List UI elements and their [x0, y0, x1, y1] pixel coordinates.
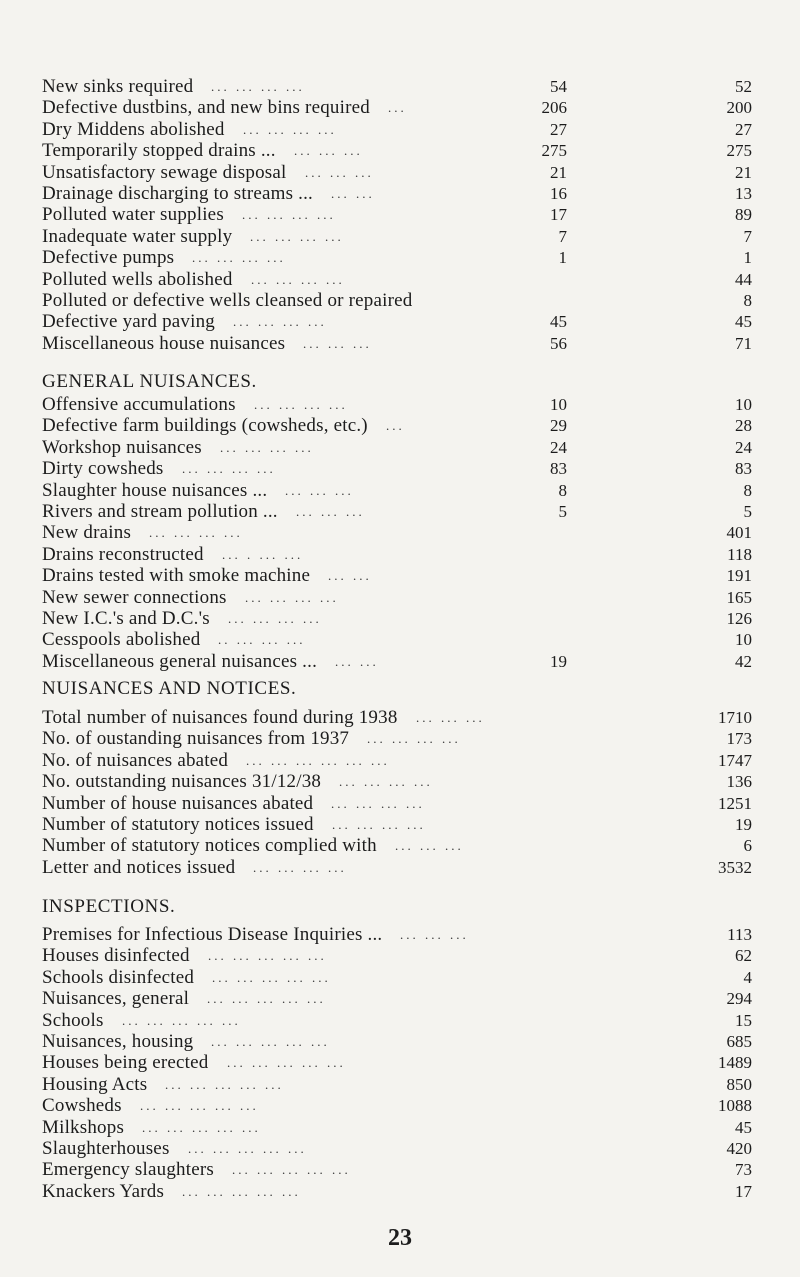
leader-dots: ... ... ... ... ...	[208, 948, 327, 964]
table-row	[42, 1117, 752, 1138]
table-row	[42, 76, 752, 97]
row-label: Unsatisfactory sewage disposal	[42, 161, 287, 183]
leader-dots: ... ...	[335, 653, 379, 669]
table-row	[42, 728, 752, 749]
table-row	[42, 311, 752, 332]
value-column-2: 24	[735, 437, 752, 457]
row-label: New drains	[42, 522, 132, 544]
value-column-2: 126	[726, 608, 752, 628]
nuisances-notices-section	[42, 678, 752, 878]
table-row	[42, 290, 752, 311]
value: 19	[735, 814, 752, 834]
leader-dots: ... ... ... ...	[243, 121, 337, 137]
row-label: Nuisances, general	[42, 988, 190, 1010]
table-row	[42, 458, 752, 479]
value-column-1: 27	[550, 119, 567, 139]
table-row	[42, 1159, 752, 1180]
row-label: Cowsheds	[42, 1095, 122, 1117]
value: 113	[727, 925, 752, 944]
table-row	[42, 437, 752, 458]
leader-dots: ... ... ...	[303, 335, 372, 351]
table-row	[42, 415, 752, 436]
row-label: Dirty cowsheds	[42, 458, 164, 480]
value-column-1: 56	[550, 333, 567, 353]
value-column-2: 191	[726, 566, 752, 586]
leader-dots: ... ... ... ...	[192, 250, 286, 266]
leader-dots: ... ... ... ...	[367, 731, 461, 747]
table-row	[42, 269, 752, 290]
row-label: Miscellaneous general nuisances ...	[42, 650, 318, 672]
leader-dots: ... ... ... ...	[331, 795, 425, 811]
value-column-1: 16	[550, 183, 567, 203]
value: 1747	[718, 750, 752, 770]
leader-dots: ... ... ... ...	[182, 461, 276, 477]
nuisances-notices-heading: NUISANCES AND NOTICES.	[42, 678, 297, 699]
value-column-2: 27	[735, 119, 752, 139]
leader-dots: ... ...	[328, 568, 372, 584]
table-row	[42, 162, 752, 183]
value-column-2: 42	[735, 651, 752, 671]
leader-dots: ... . ... ...	[222, 546, 304, 562]
general-nuisances-heading: GENERAL NUISANCES.	[42, 371, 257, 392]
leader-dots: ... ... ... ...	[251, 271, 345, 287]
table-row	[42, 480, 752, 501]
row-label: Defective farm buildings (cowsheds, etc.)	[42, 415, 368, 437]
leader-dots: ... ... ... ...	[245, 589, 339, 605]
table-row	[42, 204, 752, 225]
value-column-2: 165	[726, 587, 752, 607]
row-label: Nuisances, housing	[42, 1030, 194, 1052]
leader-dots: ... ... ... ... ...	[165, 1076, 284, 1092]
row-label: Defective dustbins, and new bins required	[42, 97, 370, 119]
row-label: Cesspools abolished	[42, 629, 201, 651]
row-label: Slaughter house nuisances ...	[42, 479, 268, 501]
general-nuisances-section	[42, 371, 752, 672]
row-label: No. of nuisances abated	[42, 749, 229, 771]
row-label: New sinks required	[42, 76, 194, 97]
table-row	[42, 226, 752, 247]
table-row	[42, 1010, 752, 1031]
row-label: Number of statutory notices complied with	[42, 835, 377, 857]
table-row	[42, 565, 752, 586]
table-row	[42, 750, 752, 771]
row-label: Temporarily stopped drains ...	[42, 140, 276, 162]
leader-dots: ... ... ...	[294, 143, 363, 159]
leader-dots: ... ... ... ...	[220, 439, 314, 455]
table-row	[42, 119, 752, 140]
row-label: New sewer connections	[42, 586, 227, 608]
value-column-2: 275	[726, 141, 752, 161]
value-column-2: 10	[735, 395, 752, 414]
table-row	[42, 1138, 752, 1159]
row-label: Polluted wells abolished	[42, 268, 233, 290]
value-column-1: 7	[558, 226, 567, 246]
leader-dots: ... ... ... ...	[211, 79, 305, 94]
value: 4	[743, 967, 752, 987]
row-label: Inadequate water supply	[42, 225, 233, 247]
table-row	[42, 140, 752, 161]
row-label: Drains tested with smoke machine	[42, 565, 311, 587]
row-label: Houses being erected	[42, 1052, 209, 1074]
table-row	[42, 1181, 752, 1202]
leader-dots: ... ... ... ... ...	[211, 1033, 330, 1049]
leader-dots: ... ... ... ... ...	[212, 969, 331, 985]
value-column-2: 1	[743, 248, 752, 268]
leader-dots: ... ... ... ... ...	[188, 1140, 307, 1156]
value-column-2: 7	[743, 226, 752, 246]
leader-dots: ... ... ... ... ... ...	[246, 752, 390, 768]
table-row	[42, 1074, 752, 1095]
value-column-1: 54	[550, 77, 567, 96]
table-row	[42, 333, 752, 354]
value: 45	[735, 1117, 752, 1137]
value: 17	[735, 1181, 752, 1201]
row-label: Housing Acts	[42, 1073, 148, 1095]
value: 173	[726, 729, 752, 749]
table-row	[42, 1095, 752, 1116]
row-label: Polluted or defective wells cleansed or repaired	[42, 289, 413, 311]
table-row	[42, 945, 752, 966]
row-label: Polluted water supplies	[42, 204, 224, 226]
value-column-1: 45	[550, 312, 567, 332]
value-column-1: 29	[550, 416, 567, 436]
value-column-1: 83	[550, 459, 567, 479]
leader-dots: ... ... ... ...	[250, 228, 344, 244]
value: 1489	[718, 1053, 752, 1073]
value-column-1: 21	[550, 162, 567, 182]
row-label: Milkshops	[42, 1116, 125, 1138]
leader-dots: ... ... ... ... ...	[140, 1098, 259, 1114]
page-number: 23	[388, 1225, 412, 1251]
leader-dots: ... ... ... ...	[339, 774, 433, 790]
value-column-2: 8	[743, 290, 752, 310]
leader-dots: ...	[388, 100, 407, 116]
leader-dots: ... ... ... ...	[242, 207, 336, 223]
value: 136	[726, 772, 752, 792]
table-row	[42, 1031, 752, 1052]
value-column-1: 8	[558, 480, 567, 500]
table-row	[42, 1052, 752, 1073]
value-column-2: 83	[735, 459, 752, 479]
value-column-1: 10	[550, 395, 567, 414]
value-column-1: 1	[558, 248, 567, 268]
table-row	[42, 857, 752, 878]
leader-dots: ... ... ... ... ...	[182, 1183, 301, 1199]
leader-dots: ... ... ... ... ...	[227, 1055, 346, 1071]
nuisances-notices-table	[42, 707, 752, 878]
row-label: New I.C.'s and D.C.'s	[42, 607, 210, 629]
row-label: No. of oustanding nuisances from 1937	[42, 728, 350, 750]
table-row	[42, 97, 752, 118]
value-column-2: 8	[743, 480, 752, 500]
value-column-1: 24	[550, 437, 567, 457]
table-row	[42, 988, 752, 1009]
value: 15	[735, 1010, 752, 1030]
row-label: Number of statutory notices issued	[42, 813, 314, 835]
value: 294	[726, 989, 752, 1009]
value: 73	[735, 1160, 752, 1180]
table-row	[42, 651, 752, 672]
table-row	[42, 522, 752, 543]
table-row	[42, 793, 752, 814]
table-row	[42, 544, 752, 565]
row-label: Total number of nuisances found during 1938	[42, 707, 398, 728]
value-column-2: 118	[727, 544, 752, 564]
row-label: Schools	[42, 1009, 104, 1031]
table-row	[42, 587, 752, 608]
leader-dots: ... ... ... ...	[332, 816, 426, 832]
value: 850	[726, 1074, 752, 1094]
table-row	[42, 967, 752, 988]
row-label: Letter and notices issued	[42, 856, 236, 878]
value-column-2: 10	[735, 630, 752, 650]
house-nuisances-table	[42, 76, 752, 354]
value-column-1: 275	[541, 141, 567, 161]
value: 6	[743, 836, 752, 856]
row-label: Rivers and stream pollution ...	[42, 500, 278, 522]
value-column-1: 17	[550, 205, 567, 225]
table-row	[42, 707, 752, 728]
row-label: Dry Middens abolished	[42, 118, 225, 140]
value-column-1: 19	[550, 651, 567, 671]
table-row	[42, 629, 752, 650]
row-label: Number of house nuisances abated	[42, 792, 314, 814]
leader-dots: ... ... ...	[305, 164, 374, 180]
table-row	[42, 814, 752, 835]
table-row	[42, 835, 752, 856]
row-label: Defective yard paving	[42, 311, 216, 333]
value: 685	[726, 1031, 752, 1051]
leader-dots: .. ... ... ...	[218, 632, 306, 648]
value-column-2: 13	[735, 183, 752, 203]
leader-dots: ... ... ... ...	[228, 610, 322, 626]
row-label: Miscellaneous house nuisances	[42, 332, 286, 354]
value-column-2: 45	[735, 312, 752, 332]
value: 1088	[718, 1096, 752, 1116]
value: 3532	[718, 857, 752, 877]
value-column-2: 5	[743, 501, 752, 521]
leader-dots: ... ... ... ...	[233, 314, 327, 330]
inspections-section	[42, 896, 752, 1202]
general-nuisances-table	[42, 394, 752, 672]
inspections-heading: INSPECTIONS.	[42, 896, 176, 917]
row-label: Premises for Infectious Disease Inquiries ...	[42, 924, 383, 945]
value-column-2: 71	[735, 333, 752, 353]
value-column-1: 5	[558, 501, 567, 521]
leader-dots: ... ... ... ...	[254, 397, 348, 412]
leader-dots: ... ... ... ... ...	[207, 991, 326, 1007]
table-row	[42, 247, 752, 268]
value: 1251	[718, 793, 752, 813]
leader-dots: ...	[386, 418, 405, 434]
leader-dots: ... ... ... ... ...	[142, 1119, 261, 1135]
value-column-2: 28	[735, 416, 752, 436]
table-row	[42, 771, 752, 792]
value-column-1: 206	[541, 98, 567, 118]
leader-dots: ... ...	[331, 185, 375, 201]
leader-dots: ... ... ... ...	[253, 859, 347, 875]
value-column-2: 21	[735, 162, 752, 182]
value: 420	[726, 1138, 752, 1158]
leader-dots: ... ... ...	[416, 710, 485, 725]
leader-dots: ... ... ... ...	[149, 525, 243, 541]
leader-dots: ... ... ...	[285, 482, 354, 498]
value-column-2: 401	[726, 523, 752, 543]
row-label: Defective pumps	[42, 247, 175, 269]
row-label: Houses disinfected	[42, 945, 190, 967]
row-label: Slaughterhouses	[42, 1137, 170, 1159]
row-label: Drainage discharging to streams ...	[42, 182, 313, 204]
value: 62	[735, 946, 752, 966]
table-row	[42, 924, 752, 945]
value-column-2: 52	[735, 77, 752, 96]
leader-dots: ... ... ...	[400, 927, 469, 942]
leader-dots: ... ... ... ... ...	[122, 1012, 241, 1028]
row-label: Drains reconstructed	[42, 543, 204, 565]
row-label: Offensive accumulations	[42, 394, 236, 415]
table-row	[42, 501, 752, 522]
value-column-2: 200	[726, 98, 752, 118]
table-row	[42, 394, 752, 415]
value: 1710	[718, 708, 752, 727]
value-column-2: 89	[735, 205, 752, 225]
inspections-table	[42, 924, 752, 1202]
row-label: Emergency slaughters	[42, 1159, 214, 1181]
leader-dots: ... ... ...	[296, 503, 365, 519]
row-label: Knackers Yards	[42, 1180, 165, 1202]
row-label: No. outstanding nuisances 31/12/38	[42, 771, 322, 793]
table-row	[42, 183, 752, 204]
leader-dots: ... ... ...	[395, 838, 464, 854]
row-label: Schools disinfected	[42, 966, 195, 988]
value-column-2: 44	[735, 269, 752, 289]
leader-dots: ... ... ... ... ...	[232, 1162, 351, 1178]
table-row	[42, 608, 752, 629]
row-label: Workshop nuisances	[42, 436, 202, 458]
